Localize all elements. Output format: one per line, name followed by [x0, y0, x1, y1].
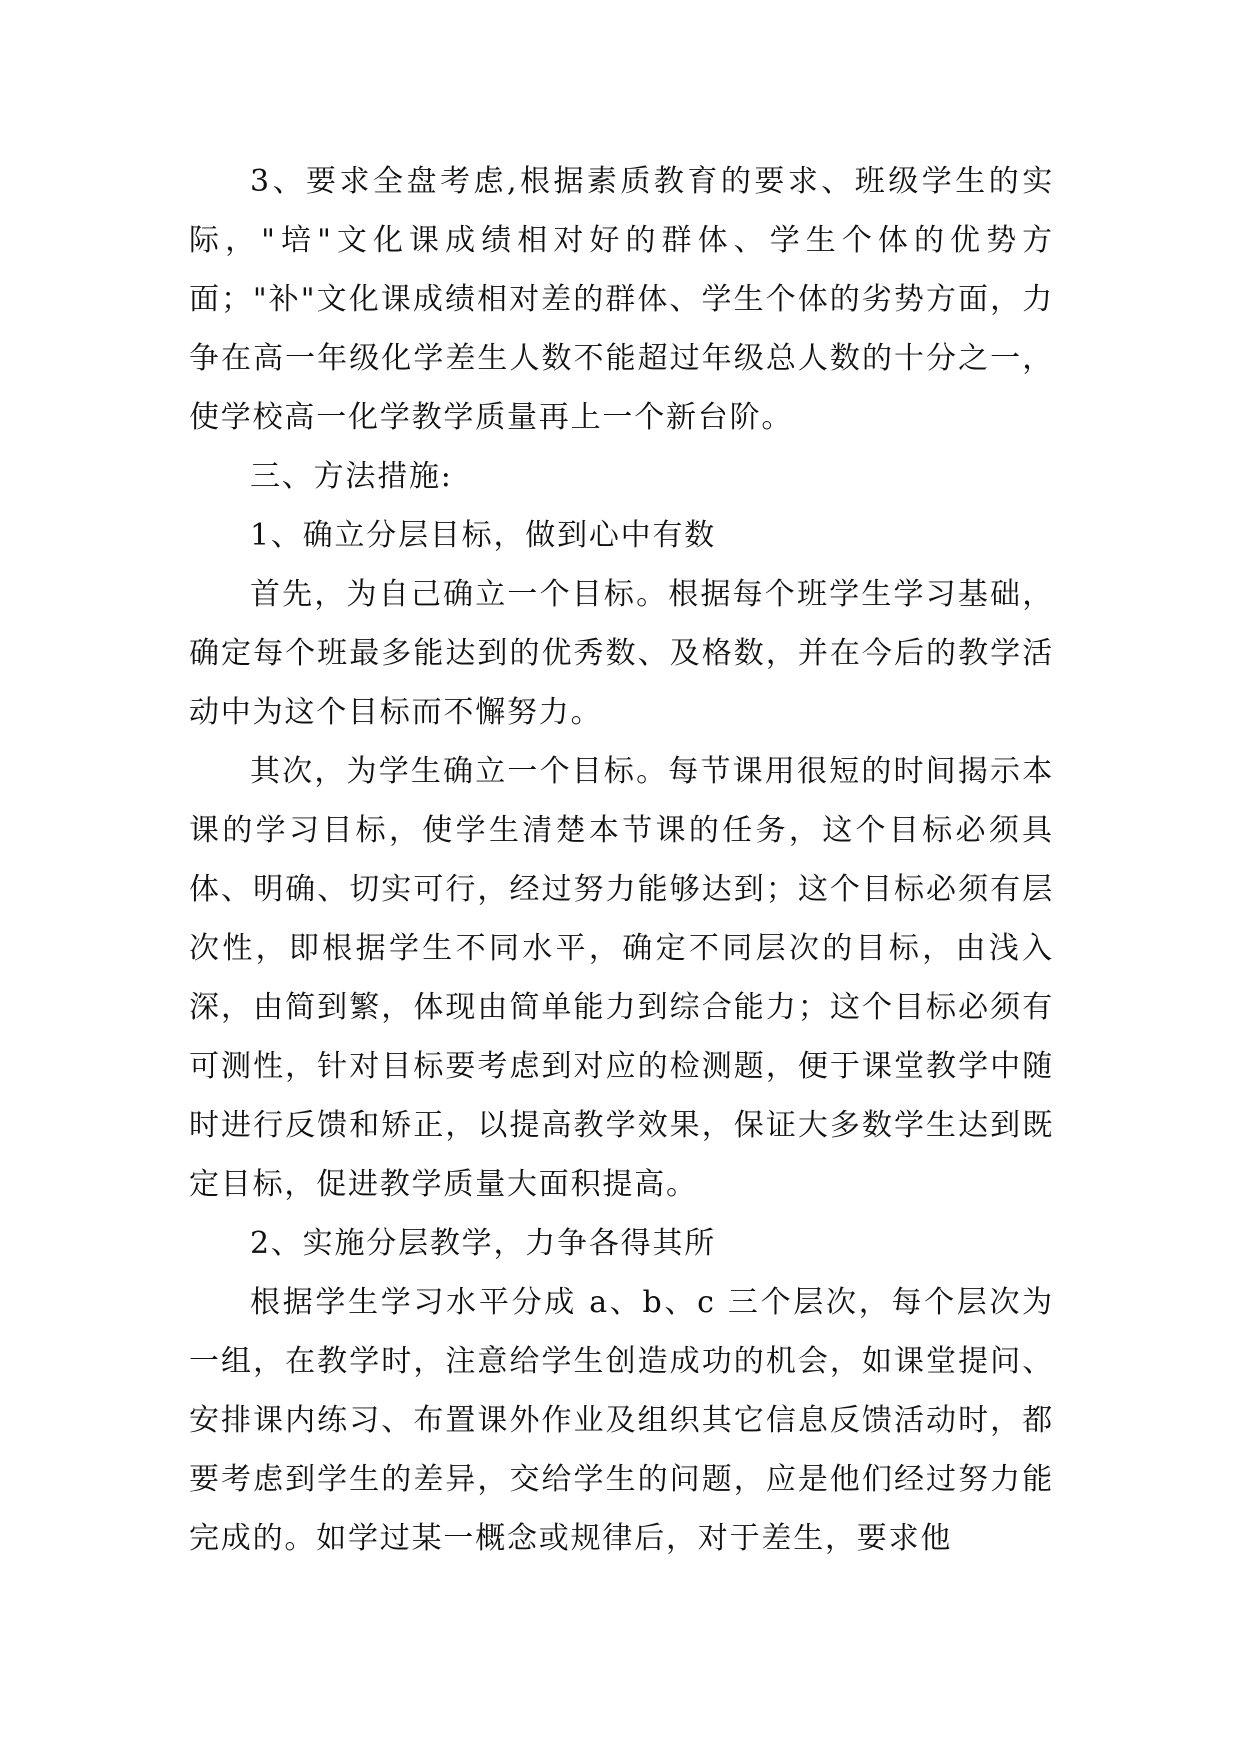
- paragraph-goal-3: 3、要求全盘考虑,根据素质教育的要求、班级学生的实际，"培"文化课成绩相对好的群体、学生个体的优势方面；"补"文化课成绩相对差的群体、学生个体的劣势方面，力争在高一年级化学差生人数不能超过年级总人数的十分之一，使学校高一化学教学质量再上一个新台阶。: [189, 164, 1054, 435]
- paragraph-student-goal: 其次，为学生确立一个目标。每节课用很短的时间揭示本课的学习目标，使学生清楚本节课的任务，这个目标必须具体、明确、切实可行，经过努力能够达到；这个目标必须有层次性，即根据学生不同水平，确定不同层次的目标，由浅入深，由简到繁，体现由简单能力到综合能力；这个目标必须有可测性，针对目标要考虑到对应的检测题，便于课堂教学中随时进行反馈和矫正，以提高教学效果，保证大多数学生达到既定目标，促进教学质量大面积提高。: [189, 754, 1054, 1202]
- paragraph-grouping: 根据学生学习水平分成 a、b、c 三个层次，每个层次为一组，在教学时，注意给学生创造成功的机会，如课堂提问、安排课内练习、布置课外作业及组织其它信息反馈活动时，都要考虑到学生的差异，交给学生的问题，应是他们经过努力能完成的。如学过某一概念或规律后，对于差生，要求他: [189, 1285, 1054, 1556]
- subheading-layered-teaching: 2、实施分层教学，力争各得其所: [250, 1226, 717, 1261]
- section-heading-methods: 三、方法措施:: [250, 459, 453, 494]
- document-body: [189, 152, 1054, 1568]
- paragraph-teacher-goal: 首先，为自己确立一个目标。根据每个班学生学习基础，确定每个班最多能达到的优秀数、及格数，并在今后的教学活动中为这个目标而不懈努力。: [189, 577, 1054, 730]
- subheading-layered-goals: 1、确立分层目标，做到心中有数: [250, 518, 717, 553]
